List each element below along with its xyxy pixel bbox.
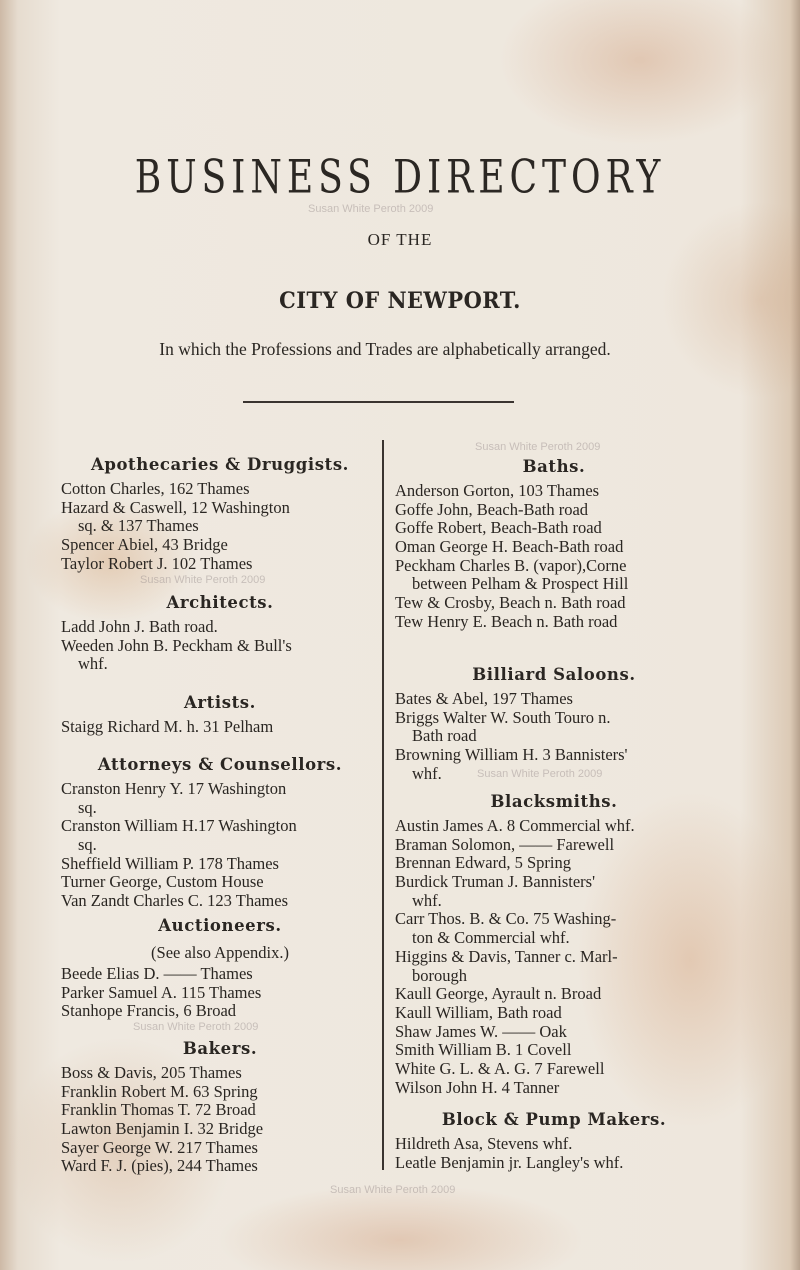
entry-line: Boss & Davis, 205 Thames [61,1063,242,1082]
entry-line: Leatle Benjamin jr. Langley's whf. [395,1152,624,1172]
entry-line: Cranston Henry Y. 17 Washington [61,779,287,798]
directory-entry [395,985,713,1004]
entry-line: Oman George H. Beach-Bath road [395,537,624,557]
directory-entry [395,538,713,557]
watermark: Susan White Peroth 2009 [330,1184,456,1196]
directory-entry [395,873,713,910]
entry-line: Taylor Robert J. 102 Thames [61,553,253,573]
entry-line: Bates & Abel, 197 Thames [395,689,573,708]
directory-section [395,660,713,783]
directory-section [395,787,713,1097]
entry-continuation: sq. [78,797,97,817]
directory-entry [61,1064,379,1083]
directory-entry [395,910,713,947]
section-heading: Block & Pump Makers. [441,1110,667,1130]
directory-entry [61,1083,379,1102]
directory-entry [395,690,713,709]
entry-line: Sayer George W. 217 Thames [61,1137,258,1157]
directory-entry [61,555,379,574]
entry-continuation: whf. [412,890,442,910]
entry-line: White G. L. & A. G. 7 Farewell [395,1058,605,1078]
directory-entry [61,480,379,499]
directory-entry [61,1002,379,1021]
entry-continuation: whf. [78,654,108,674]
directory-entry [61,1157,379,1176]
directory-entry [395,1041,713,1060]
directory-entry [395,746,713,783]
directory-section [395,1105,713,1172]
watermark: Susan White Peroth 2009 [477,768,603,780]
section-heading: Bakers. [182,1039,258,1059]
entry-line: Tew Henry E. Beach n. Bath road [395,611,618,631]
entry-line: Staigg Richard M. h. 31 Pelham [61,717,274,736]
directory-entry [395,613,713,632]
entry-line: Smith William B. 1 Covell [395,1040,572,1060]
entry-continuation: borough [412,965,467,985]
directory-entry [61,1139,379,1158]
entry-continuation: ton & Commercial whf. [412,928,570,948]
entry-line: Sheffield William P. 178 Thames [61,853,279,873]
entry-line: Burdick Truman J. Bannisters' [395,872,596,892]
directory-entry [61,536,379,555]
directory-section [61,450,379,573]
section-heading: Auctioneers. [158,916,282,936]
entry-line: Kaull William, Bath road [395,1002,562,1022]
watermark: Susan White Peroth 2009 [475,441,601,453]
directory-section [61,911,379,1021]
directory-entry [395,1004,713,1023]
section-heading: Architects. [166,593,274,613]
entry-line: Browning William H. 3 Bannisters' [395,745,628,765]
of-the-line: OF THE [367,230,433,249]
entry-line: Austin James A. 8 Commercial whf. [395,816,635,835]
entry-line: Franklin Thomas T. 72 Broad [61,1100,256,1120]
entry-line: Franklin Robert M. 63 Spring [61,1081,258,1101]
section-heading: Billiard Saloons. [472,665,636,685]
entry-line: Wilson John H. 4 Tanner [395,1077,560,1097]
entry-line: Parker Samuel A. 115 Thames [61,982,262,1002]
watermark: Susan White Peroth 2009 [140,574,266,586]
entry-line: Goffe John, Beach-Bath road [395,499,589,519]
entry-line: Turner George, Custom House [61,872,264,892]
entry-line: Shaw James W. —— Oak [395,1021,567,1041]
directory-entry [395,594,713,613]
section-heading: Attorneys & Counsellors. [97,755,343,775]
directory-entry [61,817,379,854]
entry-line: Tew & Crosby, Beach n. Bath road [395,593,626,613]
directory-entry [61,718,379,737]
entry-continuation: sq. [78,835,97,855]
entry-line: Peckham Charles B. (vapor),Corne [395,555,627,575]
section-heading: Apothecaries & Druggists. [90,455,350,475]
directory-entry [61,873,379,892]
entry-line: Van Zandt Charles C. 123 Thames [61,891,288,911]
entry-line: Higgins & Davis, Tanner c. Marl- [395,946,618,966]
directory-entry [395,817,713,836]
directory-entry [395,1023,713,1042]
directory-entry [395,1060,713,1079]
directory-entry [395,836,713,855]
directory-entry [61,618,379,637]
directory-entry [395,854,713,873]
city-title: CITY OF NEWPORT. [279,288,521,314]
section-heading: Baths. [522,457,586,477]
directory-entry [395,1135,713,1154]
entry-line: Ward F. J. (pies), 244 Thames [61,1156,258,1176]
entry-continuation: Bath road [412,726,477,746]
section-heading: Blacksmiths. [490,792,618,812]
directory-entry [61,892,379,911]
directory-entry [395,948,713,985]
entry-line: Braman Solomon, —— Farewell [395,834,615,854]
entry-line: Lawton Benjamin I. 32 Bridge [61,1119,264,1139]
directory-entry [395,557,713,594]
directory-entry [61,780,379,817]
directory-entry [395,1154,713,1173]
entry-continuation: sq. & 137 Thames [78,516,199,536]
page-title: BUSINESS DIRECTORY [134,150,666,205]
directory-section [61,588,379,674]
entry-continuation: between Pelham & Prospect Hill [412,574,629,594]
entry-line: Beede Elias D. —— Thames [61,964,253,983]
entry-line: Hazard & Caswell, 12 Washington [61,497,290,517]
directory-section [61,750,379,911]
directory-entry [61,637,379,674]
directory-entry [395,482,713,501]
column-divider [382,440,384,1170]
directory-entry [61,499,379,536]
directory-section [61,688,379,737]
entry-line: Goffe Robert, Beach-Bath road [395,518,602,538]
entry-line: Anderson Gorton, 103 Thames [395,481,600,500]
watermark: Susan White Peroth 2009 [133,1021,259,1033]
subtitle: In which the Professions and Trades are alphabetically arranged. [159,339,611,359]
directory-section [395,452,713,632]
entry-line: Ladd John J. Bath road. [61,617,218,636]
entry-line: Briggs Walter W. South Touro n. [395,707,611,727]
entry-line: Cranston William H.17 Washington [61,816,297,836]
directory-entry [395,709,713,746]
directory-entry [395,501,713,520]
watermark: Susan White Peroth 2009 [308,203,434,215]
section-note: (See also Appendix.) [151,943,289,962]
directory-entry [61,1120,379,1139]
title-rule [243,401,514,403]
entry-line: Carr Thos. B. & Co. 75 Washing- [395,909,617,929]
entry-line: Spencer Abiel, 43 Bridge [61,535,228,555]
directory-entry [61,855,379,874]
directory-entry [61,965,379,984]
directory-section [61,1034,379,1176]
entry-line: Kaull George, Ayrault n. Broad [395,984,602,1004]
entry-line: Brennan Edward, 5 Spring [395,853,571,873]
directory-entry [395,519,713,538]
directory-entry [61,984,379,1003]
entry-continuation: whf. [412,763,442,783]
entry-line: Weeden John B. Peckham & Bull's [61,635,292,655]
section-heading: Artists. [184,693,256,713]
entry-line: Stanhope Francis, 6 Broad [61,1001,237,1021]
directory-entry [395,1079,713,1098]
entry-line: Hildreth Asa, Stevens whf. [395,1134,573,1153]
directory-entry [61,1101,379,1120]
entry-line: Cotton Charles, 162 Thames [61,479,250,498]
